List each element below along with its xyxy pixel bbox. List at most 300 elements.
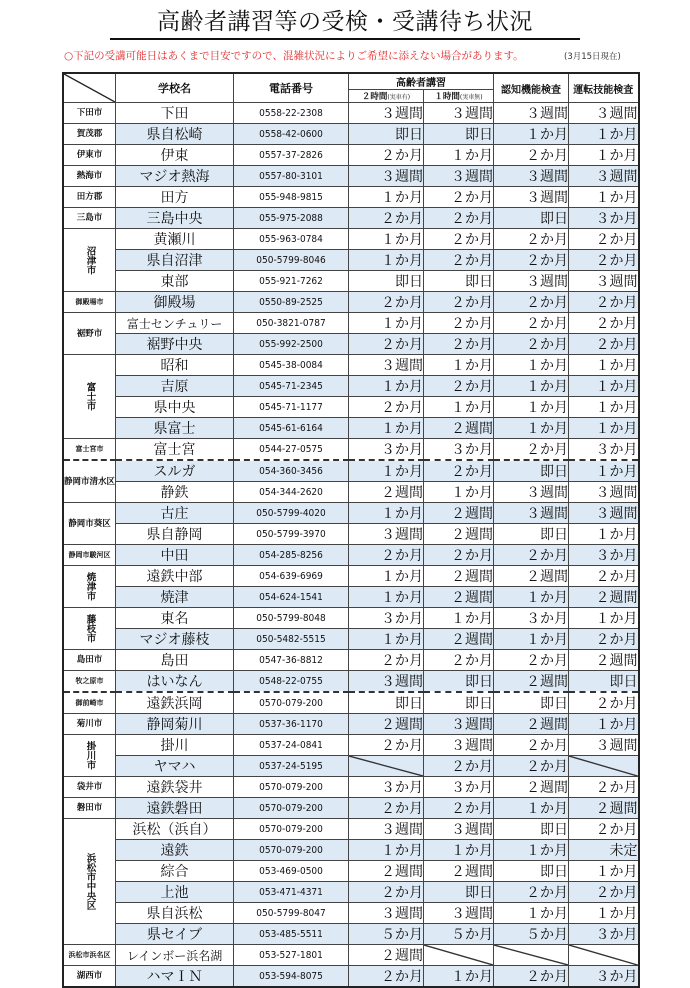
cognitive-wait: ２か月 (494, 735, 569, 756)
two_hour-wait: ２か月 (349, 145, 424, 166)
region-cell: 熱海市 (63, 166, 116, 187)
region-cell: 静岡市葵区 (63, 503, 116, 545)
header-school: 学校名 (116, 73, 234, 103)
two_hour-wait: ２か月 (349, 735, 424, 756)
school-name: マジオ熱海 (116, 166, 234, 187)
region-cell: 伊東市 (63, 145, 116, 166)
cognitive-wait: ２か月 (494, 250, 569, 271)
school-name: 田方 (116, 187, 234, 208)
cognitive-wait: １か月 (494, 355, 569, 376)
phone-number: 0545-71-1177 (234, 397, 349, 418)
school-name: 遠鉄 (116, 840, 234, 861)
region-cell: 掛川市 (63, 735, 116, 777)
driving-wait: １か月 (569, 187, 639, 208)
school-name: スルガ (116, 460, 234, 482)
two_hour-wait: ３か月 (349, 608, 424, 629)
cognitive-wait: ２か月 (494, 313, 569, 334)
table-row (63, 460, 639, 482)
one_hour-wait: ２か月 (424, 229, 494, 250)
driving-wait: ２か月 (569, 292, 639, 313)
school-name: 県富士 (116, 418, 234, 439)
driving-wait: ２か月 (569, 250, 639, 271)
phone-number: 053-471-4371 (234, 882, 349, 903)
cognitive-wait: １か月 (494, 587, 569, 608)
cognitive-wait: ２か月 (494, 145, 569, 166)
school-name: 遠鉄磐田 (116, 798, 234, 819)
driving-wait: ３か月 (569, 439, 639, 461)
driving-wait: ２週間 (569, 798, 639, 819)
phone-number: 050-3821-0787 (234, 313, 349, 334)
table-row (63, 145, 639, 166)
cognitive-wait: ２週間 (494, 671, 569, 693)
one_hour-wait: ３週間 (424, 819, 494, 840)
cognitive-wait: 即日 (494, 460, 569, 482)
cognitive-wait: １か月 (494, 418, 569, 439)
phone-number: 053-527-1801 (234, 945, 349, 966)
header-driving: 運転技能検査 (569, 73, 639, 103)
table-row (63, 503, 639, 524)
school-name: 県自沼津 (116, 250, 234, 271)
table-row (63, 313, 639, 334)
phone-number: 050-5799-8047 (234, 903, 349, 924)
cognitive-wait: １か月 (494, 629, 569, 650)
two_hour-wait: ２か月 (349, 292, 424, 313)
region-cell: 菊川市 (63, 714, 116, 735)
two_hour-wait: 即日 (349, 692, 424, 714)
driving-wait: １か月 (569, 861, 639, 882)
two_hour-wait: ３週間 (349, 903, 424, 924)
two_hour-wait: ２週間 (349, 861, 424, 882)
school-name: 県中央 (116, 397, 234, 418)
table-row (63, 292, 639, 313)
driving-wait: １か月 (569, 903, 639, 924)
school-name: 遠鉄浜岡 (116, 692, 234, 714)
one_hour-wait: １か月 (424, 608, 494, 629)
two_hour-wait: ３週間 (349, 671, 424, 693)
header-course-group: 高齢者講習 (349, 73, 494, 90)
region-cell: 磐田市 (63, 798, 116, 819)
driving-wait: 即日 (569, 671, 639, 693)
two_hour-wait: ２週間 (349, 482, 424, 503)
school-name: 東部 (116, 271, 234, 292)
region-cell: 藤枝市 (63, 608, 116, 650)
cognitive-wait: ２か月 (494, 229, 569, 250)
phone-number: 0537-24-0841 (234, 735, 349, 756)
school-name: 県自浜松 (116, 903, 234, 924)
cognitive-wait: １か月 (494, 840, 569, 861)
table-row (63, 608, 639, 629)
driving-wait: １か月 (569, 418, 639, 439)
cognitive-wait: ３週間 (494, 166, 569, 187)
one_hour-wait: ２週間 (424, 418, 494, 439)
school-name: 掛川 (116, 735, 234, 756)
one_hour-wait: 即日 (424, 671, 494, 693)
phone-number: 0550-89-2525 (234, 292, 349, 313)
cognitive-wait: ２か月 (494, 334, 569, 355)
table-row (63, 439, 639, 461)
table-row (63, 103, 639, 124)
region-cell: 浜松市浜名区 (63, 945, 116, 966)
driving-wait: １か月 (569, 397, 639, 418)
driving-wait: ２か月 (569, 334, 639, 355)
phone-number: 055-948-9815 (234, 187, 349, 208)
one_hour-wait: ２か月 (424, 313, 494, 334)
school-name: 県自松崎 (116, 124, 234, 145)
two_hour-wait: ３週間 (349, 166, 424, 187)
two_hour-wait: ３週間 (349, 103, 424, 124)
table-row (63, 798, 639, 819)
not-applicable-diagonal-icon (569, 756, 638, 776)
cognitive-wait: 即日 (494, 819, 569, 840)
cognitive-wait: 即日 (494, 524, 569, 545)
driving-wait: ３週間 (569, 103, 639, 124)
driving-wait: ２か月 (569, 819, 639, 840)
table-row (63, 566, 639, 587)
phone-number: 054-344-2620 (234, 482, 349, 503)
one_hour-wait: ２か月 (424, 208, 494, 229)
cognitive-wait: １か月 (494, 798, 569, 819)
phone-number: 050-5799-4020 (234, 503, 349, 524)
cognitive-wait: 即日 (494, 861, 569, 882)
header-one-hour: １時間(実車無) (424, 90, 494, 103)
one_hour-wait: ２週間 (424, 629, 494, 650)
diagonal-line-icon (64, 74, 115, 102)
cognitive-wait: ３週間 (494, 482, 569, 503)
driving-wait: １か月 (569, 145, 639, 166)
one_hour-wait: ２か月 (424, 460, 494, 482)
region-cell: 下田市 (63, 103, 116, 124)
phone-number: 0544-27-0575 (234, 439, 349, 461)
two_hour-wait: ２か月 (349, 650, 424, 671)
one_hour-wait: １か月 (424, 966, 494, 988)
phone-number: 0557-80-3101 (234, 166, 349, 187)
region-cell: 御殿場市 (63, 292, 116, 313)
one_hour-wait: 即日 (424, 692, 494, 714)
phone-number: 0547-36-8812 (234, 650, 349, 671)
cognitive-wait: ３週間 (494, 103, 569, 124)
two_hour-wait: １か月 (349, 503, 424, 524)
phone-number: 055-975-2088 (234, 208, 349, 229)
cognitive-wait: ２か月 (494, 439, 569, 461)
driving-wait: １か月 (569, 124, 639, 145)
one_hour-wait: ２週間 (424, 587, 494, 608)
school-name: 黄瀬川 (116, 229, 234, 250)
one_hour-wait: 即日 (424, 882, 494, 903)
cognitive-wait: ２か月 (494, 292, 569, 313)
school-name: 静鉄 (116, 482, 234, 503)
school-name: 三島中央 (116, 208, 234, 229)
phone-number: 0570-079-200 (234, 819, 349, 840)
phone-number: 0545-61-6164 (234, 418, 349, 439)
table-row (63, 819, 639, 840)
two_hour-wait: ２か月 (349, 545, 424, 566)
school-name: ヤマハ (116, 756, 234, 777)
two_hour-not-applicable (349, 756, 424, 777)
not-applicable-diagonal-icon (349, 756, 423, 776)
driving-wait: 未定 (569, 840, 639, 861)
region-cell: 富士宮市 (63, 439, 116, 461)
driving-wait: ２か月 (569, 629, 639, 650)
two_hour-wait: ２週間 (349, 945, 424, 966)
phone-number: 055-963-0784 (234, 229, 349, 250)
driving-wait: ２か月 (569, 313, 639, 334)
two_hour-wait: １か月 (349, 587, 424, 608)
waiting-status-table (62, 72, 640, 988)
school-name: 下田 (116, 103, 234, 124)
cognitive-not-applicable (494, 945, 569, 966)
phone-number: 054-624-1541 (234, 587, 349, 608)
table-row (63, 355, 639, 376)
table-row (63, 671, 639, 693)
two_hour-wait: ２か月 (349, 882, 424, 903)
table-row (63, 271, 639, 292)
driving-not-applicable (569, 945, 639, 966)
school-name: はいなん (116, 671, 234, 693)
cognitive-wait: ２か月 (494, 650, 569, 671)
two_hour-wait: ２か月 (349, 397, 424, 418)
phone-number: 055-992-2500 (234, 334, 349, 355)
two_hour-wait: １か月 (349, 313, 424, 334)
driving-wait: ３か月 (569, 208, 639, 229)
school-name: 綜合 (116, 861, 234, 882)
two_hour-wait: ３か月 (349, 777, 424, 798)
region-cell: 沼津市 (63, 229, 116, 292)
one_hour-wait: ３か月 (424, 777, 494, 798)
two_hour-wait: ３か月 (349, 439, 424, 461)
phone-number: 0570-079-200 (234, 840, 349, 861)
cognitive-wait: ２週間 (494, 777, 569, 798)
phone-number: 0570-079-200 (234, 777, 349, 798)
table-row (63, 861, 639, 882)
phone-number: 050-5799-8046 (234, 250, 349, 271)
one_hour-wait: ２週間 (424, 503, 494, 524)
cognitive-wait: ３週間 (494, 503, 569, 524)
table-row (63, 418, 639, 439)
region-cell: 袋井市 (63, 777, 116, 798)
table-row (63, 882, 639, 903)
cognitive-wait: １か月 (494, 397, 569, 418)
one_hour-wait: １か月 (424, 482, 494, 503)
driving-wait: １か月 (569, 608, 639, 629)
two_hour-wait: ３週間 (349, 524, 424, 545)
table-row (63, 208, 639, 229)
one_hour-wait: ２週間 (424, 524, 494, 545)
corner-diagonal-cell (63, 73, 116, 103)
table-row (63, 397, 639, 418)
school-name: 焼津 (116, 587, 234, 608)
driving-wait: ２か月 (569, 882, 639, 903)
region-cell: 島田市 (63, 650, 116, 671)
cognitive-wait: 即日 (494, 692, 569, 714)
table-row (63, 777, 639, 798)
table-row (63, 187, 639, 208)
phone-number: 050-5482-5515 (234, 629, 349, 650)
two_hour-wait: １か月 (349, 418, 424, 439)
table-row (63, 334, 639, 355)
table-row (63, 650, 639, 671)
one_hour-wait: ３週間 (424, 103, 494, 124)
two_hour-wait: 即日 (349, 124, 424, 145)
cognitive-wait: ３か月 (494, 608, 569, 629)
school-name: 昭和 (116, 355, 234, 376)
one_hour-wait: ３週間 (424, 903, 494, 924)
one_hour-wait: ３週間 (424, 166, 494, 187)
one_hour-wait: ２週間 (424, 861, 494, 882)
one_hour-wait: ２か月 (424, 756, 494, 777)
table-row (63, 124, 639, 145)
phone-number: 053-469-0500 (234, 861, 349, 882)
header-cognitive: 認知機能検査 (494, 73, 569, 103)
cognitive-wait: 即日 (494, 208, 569, 229)
two_hour-wait: １か月 (349, 566, 424, 587)
phone-number: 053-485-5511 (234, 924, 349, 945)
table-row (63, 524, 639, 545)
one_hour-wait: ３週間 (424, 714, 494, 735)
cognitive-wait: ２か月 (494, 966, 569, 988)
driving-wait: ２週間 (569, 587, 639, 608)
driving-wait: ２か月 (569, 566, 639, 587)
table-row (63, 756, 639, 777)
table-row (63, 482, 639, 503)
one_hour-wait: １か月 (424, 355, 494, 376)
school-name: 県セイブ (116, 924, 234, 945)
driving-wait: ３か月 (569, 966, 639, 988)
school-name: 吉原 (116, 376, 234, 397)
region-cell: 静岡市駿河区 (63, 545, 116, 566)
school-name: 浜松（浜自） (116, 819, 234, 840)
table-row (63, 545, 639, 566)
driving-wait: ３か月 (569, 545, 639, 566)
driving-wait: ３週間 (569, 735, 639, 756)
one_hour-wait: ２か月 (424, 650, 494, 671)
region-cell: 牧之原市 (63, 671, 116, 693)
table-row (63, 903, 639, 924)
table-row (63, 924, 639, 945)
region-cell: 田方郡 (63, 187, 116, 208)
one_hour-wait: ３週間 (424, 735, 494, 756)
phone-number: 0557-37-2826 (234, 145, 349, 166)
two_hour-wait: ２か月 (349, 798, 424, 819)
header-phone: 電話番号 (234, 73, 349, 103)
table-body (63, 103, 639, 988)
driving-wait: ３週間 (569, 482, 639, 503)
one_hour-wait: ３か月 (424, 439, 494, 461)
region-cell: 三島市 (63, 208, 116, 229)
cognitive-wait: ２か月 (494, 882, 569, 903)
one_hour-wait: ２週間 (424, 566, 494, 587)
school-name: ハマＩＮ (116, 966, 234, 988)
school-name: 遠鉄袋井 (116, 777, 234, 798)
driving-wait: ２週間 (569, 650, 639, 671)
two_hour-wait: １か月 (349, 229, 424, 250)
cognitive-wait: ３週間 (494, 187, 569, 208)
two_hour-wait: ２か月 (349, 334, 424, 355)
cognitive-wait: ３週間 (494, 271, 569, 292)
phone-number: 054-639-6969 (234, 566, 349, 587)
phone-number: 0570-079-200 (234, 798, 349, 819)
driving-wait: １か月 (569, 714, 639, 735)
cognitive-wait: ２週間 (494, 714, 569, 735)
one_hour-wait: ５か月 (424, 924, 494, 945)
school-name: マジオ藤枝 (116, 629, 234, 650)
table-row (63, 587, 639, 608)
not-applicable-diagonal-icon (424, 945, 493, 965)
table-row (63, 714, 639, 735)
table-row (63, 166, 639, 187)
driving-wait: １か月 (569, 524, 639, 545)
table-row (63, 629, 639, 650)
table-row (63, 966, 639, 988)
region-cell: 浜松市中央区 (63, 819, 116, 945)
cognitive-wait: ２週間 (494, 566, 569, 587)
driving-wait: ３週間 (569, 271, 639, 292)
one_hour-wait: ２か月 (424, 292, 494, 313)
as-of-date: (3月15日現在) (564, 52, 621, 62)
school-name: 静岡菊川 (116, 714, 234, 735)
table-row (63, 376, 639, 397)
one_hour-wait: １か月 (424, 145, 494, 166)
table-row (63, 840, 639, 861)
table-row (63, 229, 639, 250)
two_hour-wait: １か月 (349, 376, 424, 397)
one_hour-wait: ２か月 (424, 376, 494, 397)
phone-number: 0545-38-0084 (234, 355, 349, 376)
driving-wait: １か月 (569, 460, 639, 482)
not-applicable-diagonal-icon (569, 945, 638, 965)
phone-number: 050-5799-8048 (234, 608, 349, 629)
two_hour-wait: １か月 (349, 250, 424, 271)
driving-wait: ３週間 (569, 166, 639, 187)
phone-number: 0548-22-0755 (234, 671, 349, 693)
school-name: 遠鉄中部 (116, 566, 234, 587)
one_hour-wait: １か月 (424, 840, 494, 861)
school-name: 御殿場 (116, 292, 234, 313)
two_hour-wait: ３週間 (349, 355, 424, 376)
school-name: 上池 (116, 882, 234, 903)
phone-number: 0558-42-0600 (234, 124, 349, 145)
phone-number: 050-5799-3970 (234, 524, 349, 545)
table-row (63, 692, 639, 714)
cognitive-wait: ２か月 (494, 756, 569, 777)
school-name: 県自静岡 (116, 524, 234, 545)
two_hour-wait: １か月 (349, 629, 424, 650)
driving-wait: ２か月 (569, 777, 639, 798)
one_hour-wait: 即日 (424, 124, 494, 145)
school-name: 東名 (116, 608, 234, 629)
phone-number: 055-921-7262 (234, 271, 349, 292)
region-cell: 裾野市 (63, 313, 116, 355)
two_hour-wait: １か月 (349, 840, 424, 861)
one_hour-wait: 即日 (424, 271, 494, 292)
one_hour-wait: １か月 (424, 397, 494, 418)
two_hour-wait: １か月 (349, 460, 424, 482)
driving-wait: ２か月 (569, 229, 639, 250)
table-row (63, 250, 639, 271)
driving-wait: １か月 (569, 355, 639, 376)
cognitive-wait: ５か月 (494, 924, 569, 945)
two_hour-wait: ２週間 (349, 714, 424, 735)
driving-wait: ３か月 (569, 924, 639, 945)
two_hour-wait: ２か月 (349, 966, 424, 988)
one_hour-not-applicable (424, 945, 494, 966)
school-name: 富士宮 (116, 439, 234, 461)
driving-wait: ３週間 (569, 503, 639, 524)
notice-text: ○下記の受講可能日はあくまで目安ですので、混雑状況によりご希望に添えない場合があります。 (64, 50, 524, 62)
phone-number: 054-360-3456 (234, 460, 349, 482)
one_hour-wait: ２か月 (424, 545, 494, 566)
region-cell: 御前崎市 (63, 692, 116, 714)
phone-number: 053-594-8075 (234, 966, 349, 988)
